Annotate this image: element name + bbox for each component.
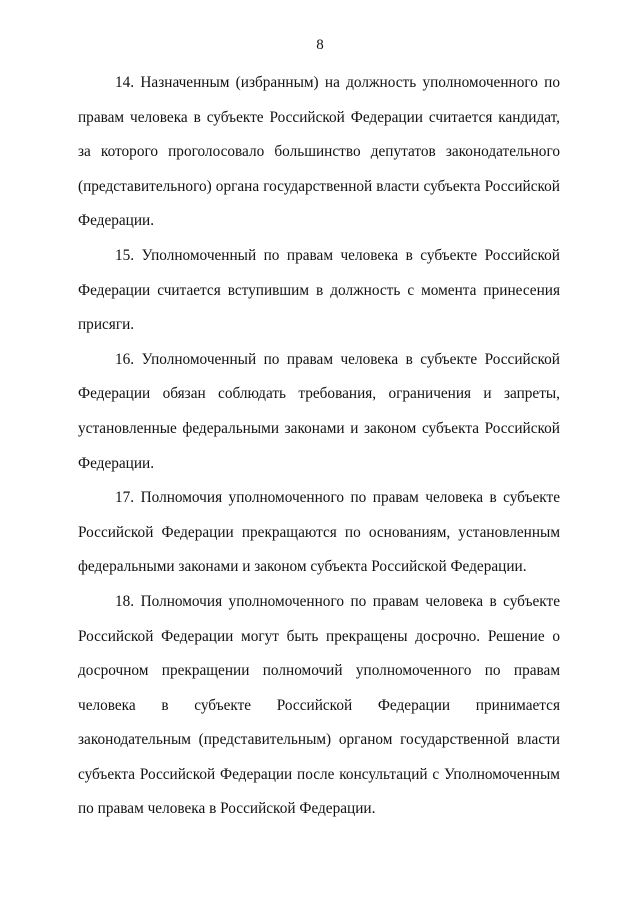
- page-number: 8: [316, 37, 324, 53]
- paragraph-17: 17. Полномочия уполномоченного по правам человека в субъекте Российской Федерации прекращаются по основаниям, установленным федеральными законами и законом субъекта Российской Федерации.: [78, 489, 560, 576]
- paragraph-16: 16. Уполномоченный по правам человека в субъекте Российской Федерации обязан соблюдать требования, ограничения и запреты, установленные федеральными законами и законом субъекта Российской Федерации.: [78, 350, 560, 472]
- paragraph-18: 18. Полномочия уполномоченного по правам человека в субъекте Российской Федерации могут быть прекращены досрочно. Решение о досрочном прекращении полномочий уполномоченного по правам человека в субъекте Российской Федерации принимается законодательным (представительным) органом государственной власти субъекта Российской Федерации после консультаций с Уполномоченным по правам человека в Российской Федерации.: [78, 592, 560, 818]
- document-body: [78, 66, 560, 827]
- paragraph-14: 14. Назначенным (избранным) на должность уполномоченного по правам человека в субъекте Российской Федерации считается кандидат, за которого проголосовало большинство депутатов законодательного (представительного) органа государственной власти субъекта Российской Федерации.: [78, 74, 560, 230]
- paragraph-15: 15. Уполномоченный по правам человека в субъекте Российской Федерации считается вступившим в должность с момента принесения присяги.: [78, 246, 560, 334]
